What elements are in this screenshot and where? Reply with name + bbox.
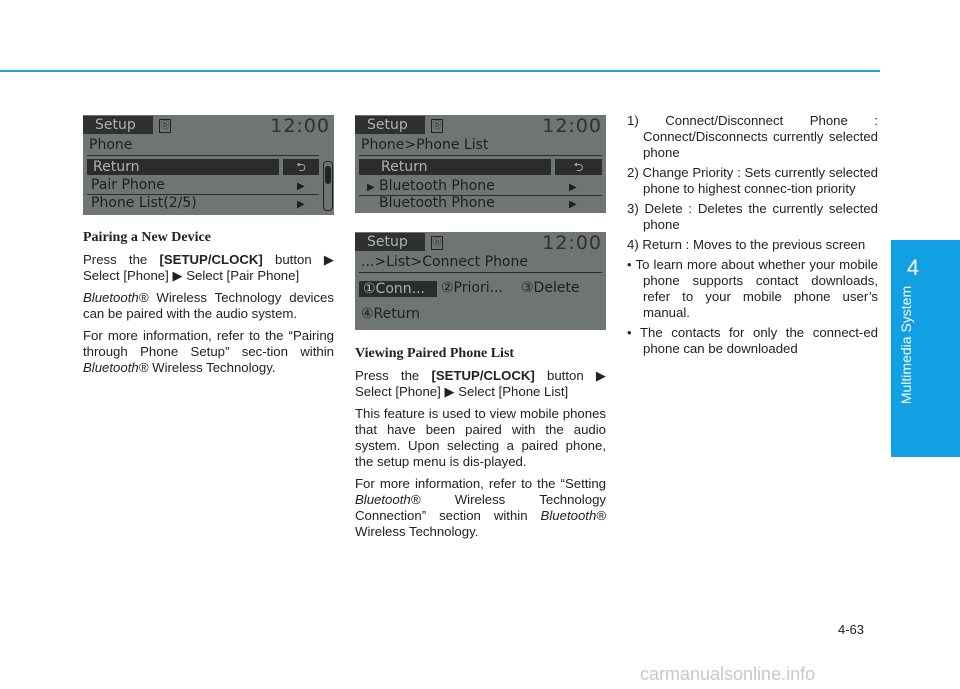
return-button[interactable]: Return	[87, 159, 279, 175]
paragraph: For more information, refer to the “Setting Bluetooth® Wireless Technology Connection” section within Bluetooth® Wireless Technology.	[355, 476, 606, 539]
clock: 12:00	[542, 232, 602, 254]
chevron-right-icon: ▶	[569, 182, 577, 193]
scrollbar[interactable]	[323, 161, 333, 211]
chevron-right-icon: ▶	[297, 199, 305, 210]
chapter-label: Multimedia System	[898, 285, 914, 405]
list-item: 2) Change Priority : Sets currently selected phone to highest connec-tion priority	[627, 165, 878, 196]
divider	[359, 155, 602, 156]
back-icon[interactable]: ⮌	[555, 159, 602, 175]
return-button[interactable]: Return	[359, 159, 551, 175]
chevron-right-icon: ▶	[297, 181, 305, 192]
screen-title: ...>List>Connect Phone	[361, 254, 528, 270]
clock: 12:00	[542, 115, 602, 137]
list-item: 4) Return : Moves to the previous screen	[627, 237, 866, 252]
paragraph: This feature is used to view mobile phones that have been paired with the audio system. Upon selecting a paired phone, the setup menu is dis-played.	[355, 406, 606, 469]
column-phone-list	[355, 346, 606, 546]
chevron-right-icon: ▶	[367, 182, 375, 193]
section-heading: Viewing Paired Phone List	[355, 346, 515, 361]
screen-title: Phone>Phone List	[361, 137, 489, 153]
back-icon[interactable]: ⮌	[283, 159, 319, 175]
list-item-bluetooth-phone[interactable]: Bluetooth Phone	[379, 178, 495, 194]
bluetooth-icon: ⓑ	[160, 121, 170, 131]
menu-item-pair-phone[interactable]: Pair Phone	[91, 177, 165, 193]
list-item: 3) Delete : Deletes the currently selected phone	[627, 201, 878, 232]
section-heading: Pairing a New Device	[83, 230, 211, 245]
connect-button[interactable]: ①Conn...	[359, 281, 437, 297]
phone-setup-screen	[83, 115, 334, 215]
paragraph: Press the [SETUP/CLOCK] button ▶ Select [Phone] ▶ Select [Phone List]	[355, 368, 607, 399]
paragraph: Bluetooth® Wireless Technology devices can be paired with the audio system.	[83, 290, 334, 321]
list-item: 1) Connect/Disconnect Phone : Connect/Disconnects currently selected phone	[627, 113, 878, 160]
screen-title: Phone	[89, 137, 133, 153]
bluetooth-icon: ⓑ	[432, 121, 442, 131]
chevron-right-icon: ▶	[569, 199, 577, 210]
scroll-thumb[interactable]	[325, 166, 331, 184]
bluetooth-icon: ⓑ	[432, 238, 442, 248]
return-button[interactable]: ④Return	[361, 306, 421, 322]
column-descriptions	[627, 113, 878, 361]
setup-label: Setup	[83, 116, 153, 134]
paragraph: Press the [SETUP/CLOCK] button ▶ Select [Phone] ▶ Select [Pair Phone]	[83, 252, 335, 283]
bullet-item: • To learn more about whether your mobile phone supports contact downloads, refer to your mobile phone user’s manual.	[627, 257, 878, 320]
setup-label: Setup	[355, 233, 425, 251]
phone-list-screen	[355, 115, 606, 213]
list-item-bluetooth-phone[interactable]: Bluetooth Phone	[379, 195, 495, 211]
clock: 12:00	[270, 115, 330, 137]
column-pairing	[83, 230, 334, 382]
page-number: 4-63	[838, 622, 865, 637]
paragraph: For more information, refer to the “Pairing through Phone Setup” sec-tion within Bluetooth® Wireless Technology.	[83, 328, 334, 375]
delete-button[interactable]: ③Delete	[521, 280, 580, 296]
watermark: carmanualsonline.info	[640, 664, 816, 684]
priority-button[interactable]: ②Priori...	[441, 280, 503, 296]
menu-item-phone-list[interactable]: Phone List(2/5)	[91, 195, 197, 211]
setup-label: Setup	[355, 116, 425, 134]
connect-phone-screen	[355, 232, 606, 330]
chapter-number: 4	[902, 248, 924, 288]
header-rule	[0, 70, 880, 72]
divider	[359, 272, 602, 273]
bullet-item: • The contacts for only the connect-ed phone can be downloaded	[627, 325, 878, 356]
divider	[87, 155, 319, 156]
